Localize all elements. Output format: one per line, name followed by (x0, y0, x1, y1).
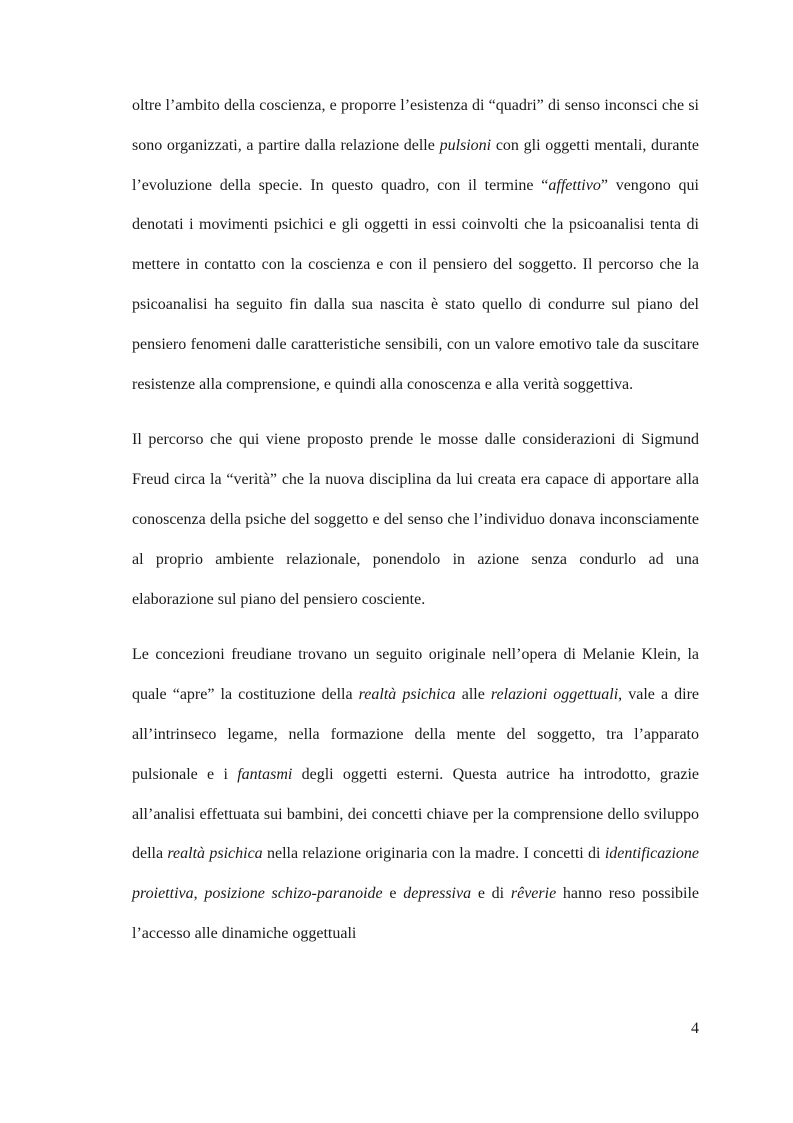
text-run: hanno reso possibile l’accesso alle dinamiche oggettuali (132, 885, 700, 942)
text-run: e di (471, 885, 511, 903)
text-run: nella relazione originaria con la madre. I concetti di (262, 845, 605, 863)
text-run: e (382, 885, 404, 903)
text-run: con gli oggetti mentali, durante l’evoluzione della specie. In questo quadro, con il termine “ (132, 136, 700, 194)
italic-text-run: realtà psichica (167, 845, 263, 863)
text-run: , (193, 885, 205, 903)
italic-text-run: depressiva (403, 885, 472, 903)
text-run: oltre l’ambito della coscienza, e proporre l’esistenza di “quadri” di senso inconsci che si sono organizzati, a partire dalla relazione delle (132, 97, 699, 154)
page-number: 4 (691, 1020, 699, 1037)
paragraph (132, 86, 699, 404)
text-run: Il percorso che qui viene proposto prende le mosse dalle considerazioni di Sigmund Freud circa la “verità” che la nuova disciplina da lui creata era capace di apportare alla conoscenza della psiche del soggetto e del senso che l’individuo donava inconsciamente al proprio ambiente relazionale, ponendolo in azione senza condurlo ad una elaborazione sul piano del pensiero cosciente. (132, 431, 699, 608)
italic-text-run: fantasmi (237, 765, 293, 783)
text-run: alle (455, 686, 491, 704)
italic-text-run: relazioni oggettuali (490, 686, 619, 704)
text-run: ” vengono qui denotati i movimenti psichici e gli oggetti in essi coinvolti che la psicoanalisi tenta di mettere in contatto con la coscienza e con il pensiero del soggetto. Il percorso che la psicoanalisi ha seguito fin dalla sua nascita è stato quello di condurre sul piano del pensiero fenomeni dalle caratteristiche sensibili, con un valore emotivo tale da suscitare resistenze alla comprensione, e quindi alla conoscenza e alla verità soggettiva. (132, 176, 699, 393)
text-run: degli oggetti esterni. Questa autrice ha introdotto, grazie all’analisi effettuata sui bambini, dei concetti chiave per la comprensione dello sviluppo della (132, 765, 700, 863)
italic-text-run: posizione schizo-paranoide (204, 885, 383, 903)
italic-text-run: realtà psichica (358, 686, 456, 704)
paragraph (132, 420, 699, 619)
text-run: , vale a dire all’intrinseco legame, nella formazione della mente del soggetto, tra l’apparato pulsionale e i (132, 686, 699, 783)
text-run: Le concezioni freudiane trovano un seguito originale nell’opera di Melanie Klein, la quale “apre” la costituzione della (132, 646, 699, 704)
italic-text-run: identificazione proiettiva (132, 845, 700, 903)
italic-text-run: rêverie (510, 885, 557, 903)
italic-text-run: pulsioni (439, 136, 492, 154)
body-text (132, 86, 699, 970)
paragraph (132, 635, 699, 953)
italic-text-run: affettivo (548, 176, 601, 194)
